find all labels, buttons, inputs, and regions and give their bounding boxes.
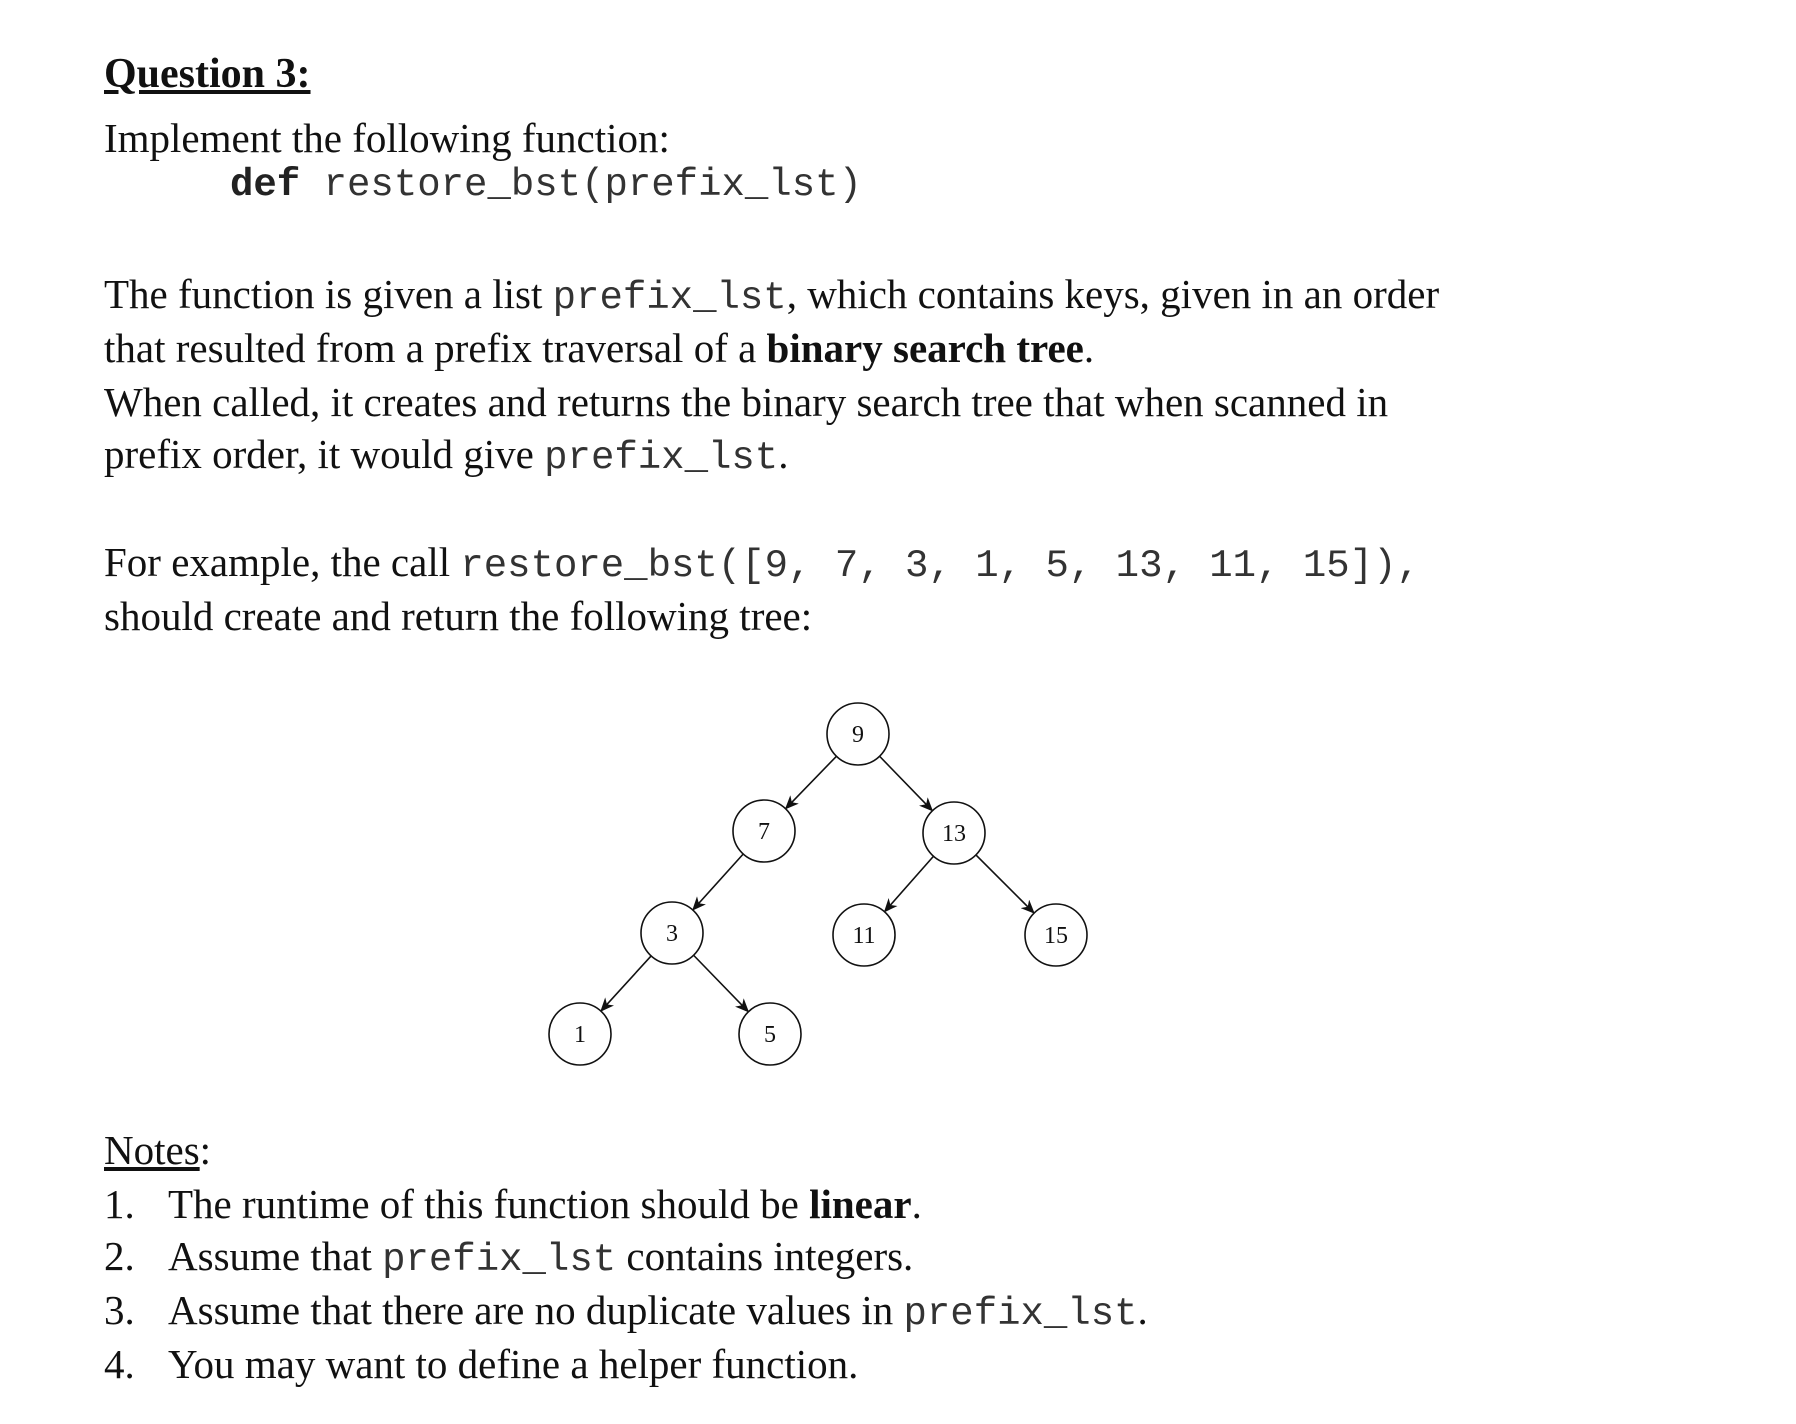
- tree-edge-3-5: [694, 955, 748, 1011]
- note-number: 3.: [104, 1287, 135, 1333]
- example-line2: should create and return the following tree:: [104, 593, 813, 639]
- bold-bst: binary search tree: [766, 325, 1084, 371]
- tree-node-label: 9: [852, 722, 864, 748]
- tree-node-11: [833, 904, 895, 966]
- intro-line: Implement the following function:: [104, 115, 670, 161]
- code-example-call: restore_bst([9, 7, 3, 1, 5, 13, 11, 15]),: [460, 544, 1420, 588]
- note-number: 1.: [104, 1181, 135, 1227]
- code-prefix-lst: prefix_lst: [544, 436, 779, 480]
- tree-edge-13-15: [976, 855, 1033, 912]
- colon: :: [199, 1127, 212, 1173]
- note-3: [104, 1286, 1148, 1338]
- code-prefix-lst: prefix_lst: [382, 1238, 617, 1282]
- text: For example, the call: [104, 539, 461, 585]
- text: .: [1083, 325, 1095, 371]
- text: contains integers.: [616, 1233, 914, 1279]
- tree-node-label: 5: [764, 1022, 776, 1048]
- text: Assume that: [168, 1233, 383, 1279]
- tree-node-label: 15: [1044, 923, 1068, 949]
- notes-label: Notes: [104, 1127, 200, 1173]
- text: , which contains keys, given in an order: [786, 271, 1440, 317]
- note-number: 4.: [104, 1341, 135, 1387]
- tree-node-5: [739, 1003, 801, 1065]
- text: The function is given a list: [104, 271, 553, 317]
- text: The runtime of this function should be: [168, 1181, 810, 1227]
- tree-node-13: [923, 802, 985, 864]
- text: Assume that there are no duplicate values in: [168, 1287, 904, 1333]
- tree-edge-7-3: [693, 854, 743, 909]
- signature-text: restore_bst(prefix_lst): [300, 163, 862, 207]
- tree-node-label: 1: [574, 1022, 586, 1048]
- code-prefix-lst: prefix_lst: [903, 1292, 1138, 1336]
- tree-node-7: [733, 800, 795, 862]
- tree-node-label: 13: [942, 821, 966, 847]
- text: You may want to define a helper function.: [168, 1341, 859, 1387]
- bold-linear: linear: [809, 1181, 912, 1227]
- text: that resulted from a prefix traversal of a: [104, 325, 767, 371]
- notes-heading: [104, 1126, 211, 1174]
- text: .: [1137, 1287, 1148, 1333]
- code-prefix-lst: prefix_lst: [552, 276, 787, 320]
- tree-node-label: 11: [852, 923, 876, 949]
- note-1: [104, 1180, 922, 1228]
- text: .: [778, 431, 789, 477]
- note-number: 2.: [104, 1233, 135, 1279]
- tree-node-15: [1025, 904, 1087, 966]
- tree-node-9: [827, 703, 889, 765]
- tree-node-label: 3: [666, 921, 678, 947]
- tree-node-1: [549, 1003, 611, 1065]
- tree-edge-3-1: [602, 956, 652, 1010]
- para1-line3: When called, it creates and returns the binary search tree that when scanned in: [104, 379, 1389, 425]
- question-title: Question 3:: [104, 51, 311, 97]
- tree-edge-9-7: [786, 756, 836, 808]
- note-2: [104, 1232, 913, 1284]
- tree-node-label: 7: [758, 819, 770, 845]
- def-keyword: def: [230, 163, 301, 207]
- tree-edge-9-13: [880, 756, 932, 810]
- text: .: [911, 1181, 922, 1227]
- tree-edge-13-11: [885, 856, 933, 911]
- note-4: [104, 1340, 858, 1388]
- text: prefix order, it would give: [104, 431, 545, 477]
- tree-node-3: [641, 902, 703, 964]
